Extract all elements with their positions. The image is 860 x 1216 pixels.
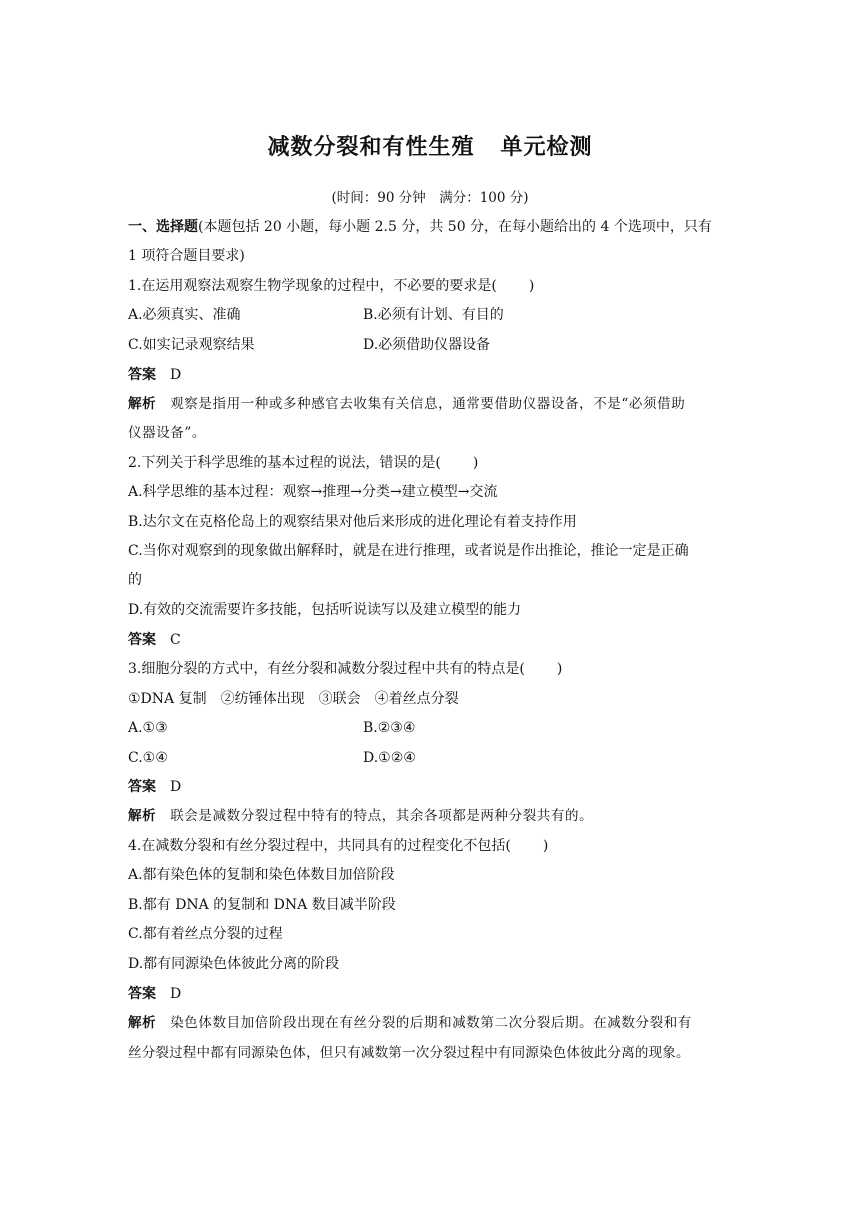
q1-analysis-2: 仪器设备”。 bbox=[128, 425, 207, 441]
q1-option-d: D.必须借助仪器设备 bbox=[363, 337, 491, 353]
q4-option-b: B.都有 DNA 的复制和 DNA 数目减半阶段 bbox=[128, 897, 396, 913]
question-2-stem bbox=[128, 453, 738, 473]
question-1-answer bbox=[128, 365, 738, 385]
section-header bbox=[128, 217, 738, 237]
q3-option-d: D.①②④ bbox=[363, 750, 416, 766]
q1-option-c: C.如实记录观察结果 bbox=[128, 337, 255, 353]
question-3-options-cd bbox=[128, 748, 738, 768]
analysis-label: 解析 bbox=[128, 808, 157, 824]
question-1-analysis bbox=[128, 394, 738, 414]
section-label: 一、选择题 bbox=[128, 219, 198, 235]
q1-stem-close: ) bbox=[528, 278, 535, 294]
q4-option-c: C.都有着丝点分裂的过程 bbox=[128, 926, 283, 942]
question-2-answer bbox=[128, 630, 738, 650]
answer-label: 答案 bbox=[128, 632, 156, 648]
analysis-label: 解析 bbox=[128, 396, 157, 412]
question-4-analysis bbox=[128, 1013, 738, 1033]
q3-stem-close: ) bbox=[556, 661, 563, 677]
q4-analysis-2: 丝分裂过程中都有同源染色体，但只有减数第一次分裂过程中有同源染色体彼此分离的现象。 bbox=[128, 1045, 690, 1061]
question-1-options-ab bbox=[128, 305, 738, 325]
q1-option-a: A.必须真实、准确 bbox=[128, 307, 241, 323]
answer-label: 答案 bbox=[128, 779, 156, 795]
q3-option-c: C.①④ bbox=[128, 750, 168, 766]
q3-option-a: A.①③ bbox=[128, 720, 168, 736]
q4-stem-close: ) bbox=[542, 838, 549, 854]
title-main: 减数分裂和有性生殖 bbox=[267, 135, 475, 160]
q2-stem-text: 2.下列关于科学思维的基本过程的说法，错误的是( bbox=[128, 455, 441, 471]
question-4-answer bbox=[128, 984, 738, 1004]
q2-option-d: D.有效的交流需要许多技能，包括听说读写以及建立模型的能力 bbox=[128, 602, 522, 618]
question-4-stem bbox=[128, 836, 738, 856]
q1-option-b: B.必须有计划、有目的 bbox=[363, 307, 504, 323]
question-3-stem bbox=[128, 659, 738, 679]
title-sub: 单元检测 bbox=[500, 135, 593, 160]
q2-answer-value: C bbox=[170, 632, 181, 648]
q2-option-c-1: C.当你对观察到的现象做出解释时，就是在进行推理，或者说是作出推论，推论一定是正确 bbox=[128, 543, 689, 559]
q2-option-b: B.达尔文在克格伦岛上的观察结果对他后来形成的进化理论有着支持作用 bbox=[128, 514, 577, 530]
q3-option-b: B.②③④ bbox=[363, 720, 416, 736]
q1-stem-text: 1.在运用观察法观察生物学现象的过程中，不必要的要求是( bbox=[128, 278, 497, 294]
analysis-label: 解析 bbox=[128, 1015, 157, 1031]
q4-option-d: D.都有同源染色体彼此分离的阶段 bbox=[128, 956, 340, 972]
page-title bbox=[0, 130, 860, 161]
section-desc-1: (本题包括 20 小题，每小题 2.5 分，共 50 分，在每小题给出的 4 个选项中，只有 bbox=[198, 219, 712, 235]
q3-analysis: 联会是减数分裂过程中特有的特点，其余各项都是两种分裂共有的。 bbox=[170, 808, 594, 824]
question-3-answer bbox=[128, 777, 738, 797]
answer-label: 答案 bbox=[128, 367, 156, 383]
q3-items: ①DNA 复制 ②纺锤体出现 ③联会 ④着丝点分裂 bbox=[128, 691, 459, 707]
question-1-options-cd bbox=[128, 335, 738, 355]
q3-stem-text: 3.细胞分裂的方式中，有丝分裂和减数分裂过程中共有的特点是( bbox=[128, 661, 525, 677]
q4-stem-text: 4.在减数分裂和有丝分裂过程中，共同具有的过程变化不包括( bbox=[128, 838, 511, 854]
exam-info: (时间：90 分钟 满分：100 分) bbox=[331, 190, 529, 206]
q1-answer-value: D bbox=[170, 367, 182, 383]
q4-answer-value: D bbox=[170, 986, 182, 1002]
q4-option-a: A.都有染色体的复制和染色体数目加倍阶段 bbox=[128, 867, 395, 883]
q2-stem-close: ) bbox=[472, 455, 479, 471]
question-3-options-ab bbox=[128, 718, 738, 738]
question-3-analysis bbox=[128, 806, 738, 826]
q1-analysis-1: 观察是指用一种或多种感官去收集有关信息，通常要借助仪器设备，不是“必须借助 bbox=[170, 396, 686, 412]
q2-option-c-2: 的 bbox=[128, 572, 142, 588]
answer-label: 答案 bbox=[128, 986, 156, 1002]
section-desc-2: 1 项符合题目要求) bbox=[128, 248, 245, 264]
q4-analysis-1: 染色体数目加倍阶段出现在有丝分裂的后期和减数第二次分裂后期。在减数分裂和有 bbox=[170, 1015, 692, 1031]
q2-option-a: A.科学思维的基本过程：观察→推理→分类→建立模型→交流 bbox=[128, 484, 498, 500]
q3-answer-value: D bbox=[170, 779, 182, 795]
question-1-stem bbox=[128, 276, 738, 296]
